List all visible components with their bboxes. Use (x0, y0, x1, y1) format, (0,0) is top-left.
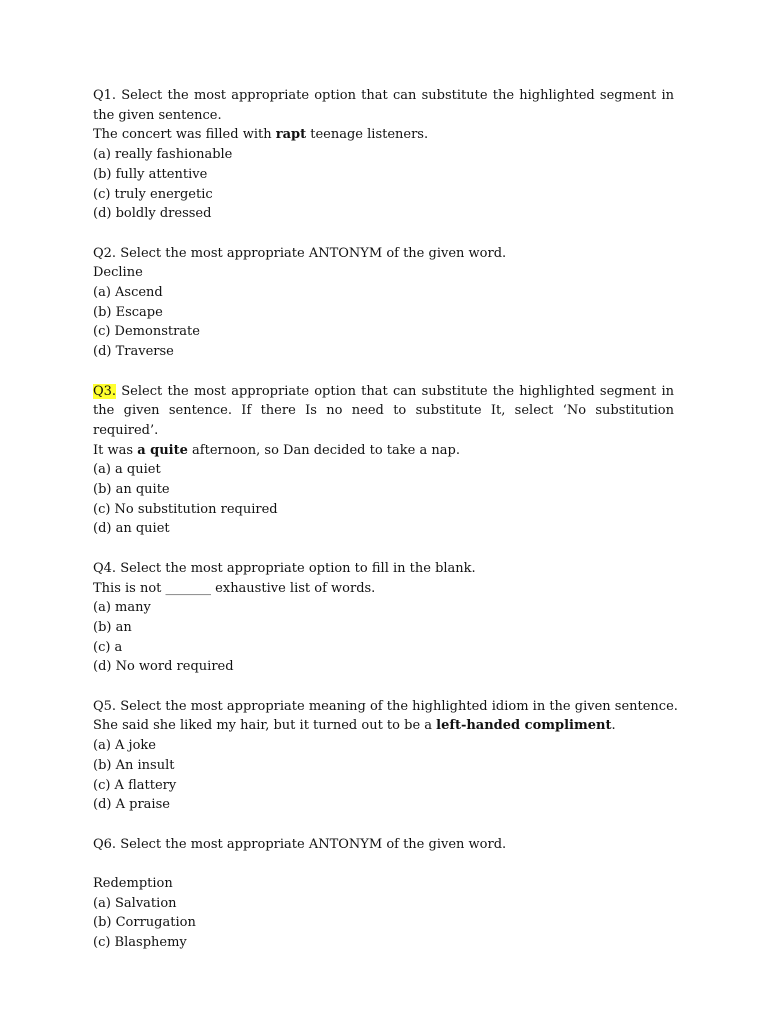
question-number: Q3. (93, 383, 117, 399)
option-b: (b) An insult (93, 757, 175, 773)
blank-line: _______ (165, 580, 212, 596)
question-4-sentence (93, 579, 674, 599)
sentence-text: exhaustive list of words. (211, 580, 376, 596)
question-1-prompt (93, 86, 674, 125)
question-2 (93, 244, 674, 362)
question-1 (93, 86, 674, 224)
option-a: (a) many (93, 600, 151, 616)
question-2-prompt (93, 244, 674, 264)
sentence-text: . (611, 718, 616, 734)
option-a: (a) Salvation (93, 895, 177, 911)
sentence-text: This is not (93, 580, 166, 596)
question-text: Select the most appropriate ANTONYM of the given word. (120, 245, 507, 261)
question-6-prompt (93, 835, 674, 855)
question-text: Select the most appropriate ANTONYM of the given word. (120, 836, 507, 852)
option-b: (b) Corrugation (93, 915, 196, 931)
option-a: (a) Ascend (93, 285, 163, 301)
option-c: (c) a (93, 639, 123, 655)
option-d: (d) Traverse (93, 344, 174, 360)
question-5 (93, 697, 678, 815)
given-word: Decline (93, 265, 143, 281)
sentence-text: The concert was filled with (93, 127, 276, 143)
question-text: Select the most appropriate option that can substitute the highlighted segment in the given sentence. If there Is no need to substitute It, select ‘No substitution required’. (93, 383, 674, 438)
question-1-sentence (93, 125, 674, 145)
question-number: Q5. (93, 698, 117, 714)
spacer (93, 854, 674, 874)
question-3-sentence (93, 441, 674, 461)
option-c: (c) Demonstrate (93, 324, 200, 340)
sentence-text: teenage listeners. (306, 127, 429, 143)
option-a: (a) really fashionable (93, 147, 233, 163)
option-d: (d) A praise (93, 797, 170, 813)
spacer (93, 539, 674, 559)
spacer (93, 677, 674, 697)
spacer (93, 815, 674, 835)
option-a: (a) A joke (93, 738, 156, 754)
option-b: (b) Escape (93, 304, 163, 320)
question-3-prompt (93, 382, 674, 441)
question-text: Select the most appropriate option to fill in the blank. (120, 560, 476, 576)
sentence-text: She said she liked my hair, but it turned out to be a (93, 718, 437, 734)
question-number: Q2. (93, 245, 117, 261)
question-text: Select the most appropriate option that can substitute the highlighted segment in the given sentence. (93, 88, 674, 123)
question-number: Q6. (93, 836, 117, 852)
sentence-text: It was (93, 442, 138, 458)
option-b: (b) fully attentive (93, 166, 208, 182)
question-number: Q4. (93, 560, 117, 576)
question-6 (93, 835, 674, 953)
spacer (93, 224, 674, 244)
spacer (93, 362, 674, 382)
question-document (93, 86, 678, 953)
option-b: (b) an (93, 619, 132, 635)
highlighted-idiom: left-handed compliment (436, 718, 612, 734)
question-text: Select the most appropriate meaning of the highlighted idiom in the given sentence. (120, 698, 678, 714)
question-4 (93, 559, 674, 677)
option-c: (c) A flattery (93, 777, 177, 793)
option-a: (a) a quiet (93, 462, 161, 478)
option-d: (d) No word required (93, 659, 234, 675)
option-d: (d) boldly dressed (93, 206, 212, 222)
question-5-sentence (93, 716, 674, 736)
option-c: (c) Blasphemy (93, 935, 187, 951)
question-3 (93, 382, 674, 540)
option-b: (b) an quite (93, 482, 170, 498)
question-number: Q1. (93, 88, 117, 103)
given-word: Redemption (93, 876, 173, 892)
question-4-prompt (93, 559, 674, 579)
highlighted-segment: rapt (275, 127, 307, 143)
question-5-prompt (93, 697, 678, 717)
option-d: (d) an quiet (93, 521, 170, 537)
option-c: (c) No substitution required (93, 501, 278, 517)
sentence-text: afternoon, so Dan decided to take a nap. (187, 442, 460, 458)
option-c: (c) truly energetic (93, 186, 213, 202)
highlighted-segment: a quite (137, 442, 188, 458)
